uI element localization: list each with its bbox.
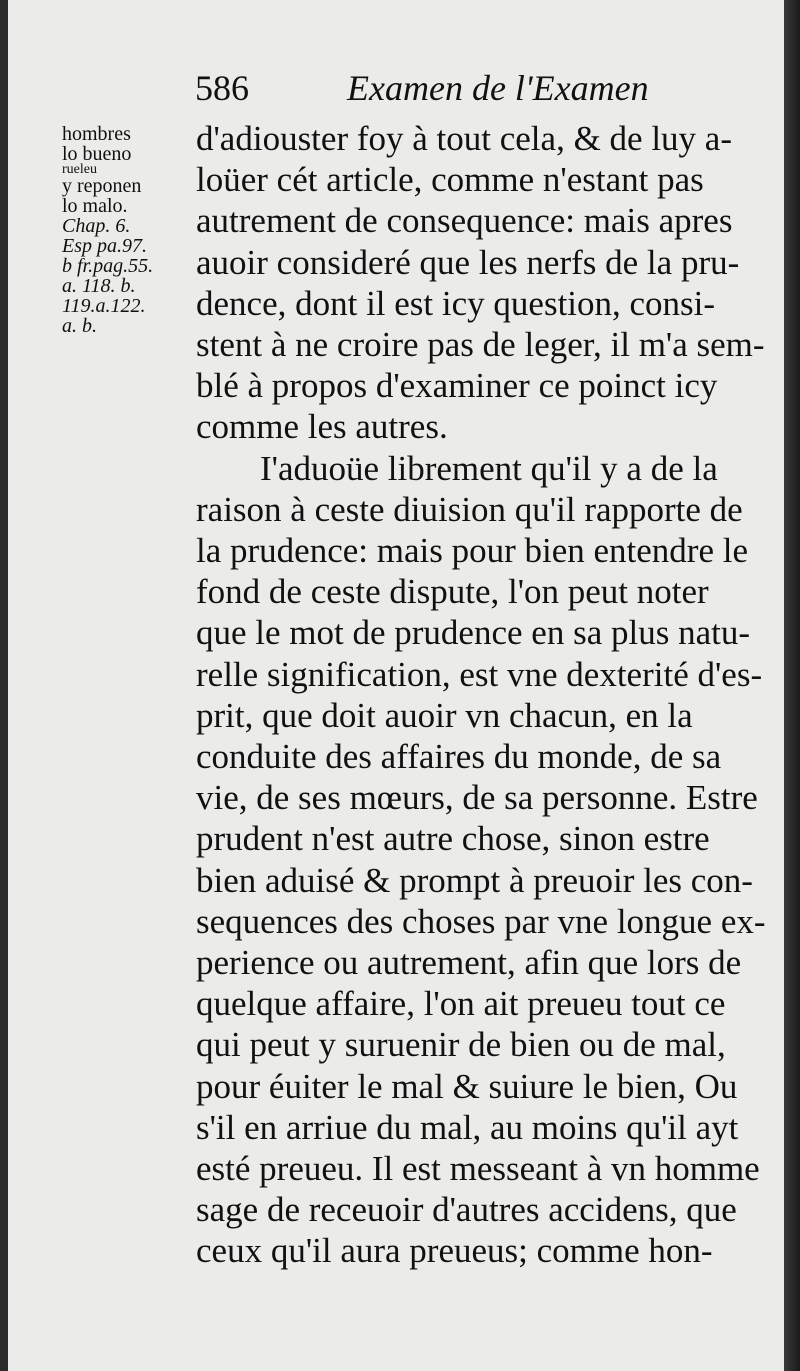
text-line: pour éuiter le mal & suiure le bien, Ou <box>196 1066 738 1106</box>
text-line: s'il en arriue du mal, au moins qu'il ayt <box>196 1107 739 1147</box>
text-line: dence, dont il est icy question, consi- <box>196 283 716 323</box>
margin-note-line: a. b. <box>62 315 97 337</box>
body-text <box>196 118 776 1272</box>
text-line: stent à ne croire pas de leger, il m'a sem- <box>196 325 765 365</box>
margin-note-line: y reponen <box>62 175 142 197</box>
text-line: la prudence: mais pour bien entendre le <box>196 531 749 571</box>
text-line: que le mot de prudence en sa plus natu- <box>196 613 750 653</box>
text-line: d'adiouster foy à tout cela, & de luy a- <box>196 119 732 158</box>
text-line: I'aduoüe librement qu'il y a de la <box>260 448 718 488</box>
margin-note-line: Esp pa.97. <box>62 235 147 257</box>
text-line: esté preueu. Il est messeant à vn homme <box>196 1149 760 1189</box>
text-line: autrement de consequence: mais apres <box>196 201 733 241</box>
text-line: comme les autres. <box>196 407 448 447</box>
text-line: auoir consideré que les nerfs de la pru- <box>196 242 740 282</box>
margin-notes <box>62 124 202 336</box>
margin-note-line: a. 118. b. <box>62 275 136 297</box>
page-edge-shadow <box>784 0 800 1371</box>
text-line: prudent n'est autre chose, sinon estre <box>196 819 710 859</box>
text-line: sequences des choses par vne longue ex- <box>196 901 766 941</box>
text-line: quelque affaire, l'on ait preueu tout ce <box>196 984 726 1024</box>
text-line: vie, de ses mœurs, de sa personne. Estre <box>196 778 758 818</box>
running-title: Examen de l'Examen <box>347 68 649 108</box>
text-line: relle signification, est vne dexterité d'es- <box>196 654 763 694</box>
text-line: prit, que doit auoir vn chacun, en la <box>196 695 693 735</box>
text-line: loüer cét article, comme n'estant pas <box>196 160 704 200</box>
text-line: perience ou autrement, afin que lors de <box>196 943 742 983</box>
text-line: bien aduisé & prompt à preuoir les con- <box>196 860 753 900</box>
book-page <box>8 0 784 1371</box>
margin-note-line: hombres <box>62 123 131 145</box>
margin-note-line: 119.a.122. <box>62 295 146 317</box>
text-line: conduite des affaires du monde, de sa <box>196 737 722 777</box>
text-line: qui peut y suruenir de bien ou de mal, <box>196 1025 726 1065</box>
text-line: fond de ceste dispute, l'on peut noter <box>196 572 709 612</box>
text-line: blé à propos d'examiner ce poinct icy <box>196 366 718 406</box>
margin-note-line: b fr.pag.55. <box>62 255 154 277</box>
page-number: 586 <box>195 68 249 108</box>
text-line: raison à ceste diuision qu'il rapporte de <box>196 489 743 529</box>
text-line: ceux qu'il aura preueus; comme hon- <box>196 1231 713 1271</box>
margin-note-line: lo malo. <box>62 195 128 217</box>
margin-note-line: Chap. 6. <box>62 215 131 237</box>
text-line: sage de receuoir d'autres accidens, que <box>196 1190 737 1230</box>
margin-note-line: lo bueno <box>62 143 132 165</box>
running-header <box>195 68 755 118</box>
margin-note-line: rueleu <box>62 162 97 177</box>
